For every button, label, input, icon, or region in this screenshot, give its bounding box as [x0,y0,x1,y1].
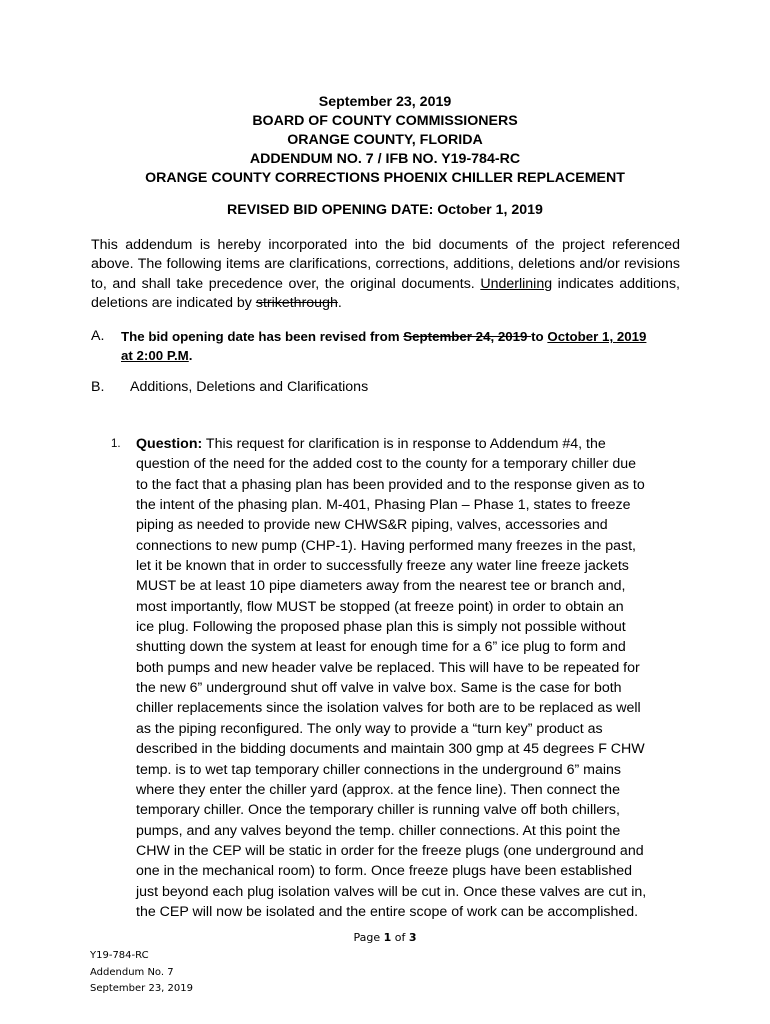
revised-bid-date: REVISED BID OPENING DATE: October 1, 2019 [227,202,543,218]
question-1-line: temporary chiller. Once the temporary chiller is running valve off both chillers, [136,802,620,819]
question-1-line: MUST be at least 10 pipe diameters away from the nearest tee or branch and, [136,578,626,595]
question-1-line: question of the need for the added cost to the county for a temporary chiller due [136,456,637,473]
section-a-text-1: The bid opening date has been revised from [121,329,404,344]
header-county: ORANGE COUNTY, FLORIDA [287,132,483,148]
section-a-text-2: to [531,329,548,344]
section-a-new-time: at 2:00 P.M [121,348,189,363]
intro-paragraph [91,236,680,314]
section-a-struck-date: September 24, 2019 [403,329,532,344]
question-1-line: the CEP will now be isolated and the entire scope of work can be accomplished. [136,903,639,920]
question-1-line: CHW in the CEP will be static in order for the freeze plugs (one underground and [136,842,644,859]
page-total: 3 [408,931,417,944]
document-header [0,93,770,188]
question-1-line: connections to new pump (CHP-1). Having performed many freezes in the past, [136,537,636,554]
question-1-line: the new 6” underground shut off valve in valve box. Same is the case for both [136,680,622,697]
footer-info [90,948,193,998]
footer-doc-id: Y19-784-RC [90,950,149,961]
question-1-line: as the piping reconfigured. The only way to provide a “turn key” product as [136,720,603,737]
intro-underlining: Underlining [480,275,553,292]
question-1-line: just beyond each plug isolation valves will be cut in. Once these valves are cut in, [136,883,647,900]
intro-text-1: This addendum is hereby incorporated into the bid documents of the project referenced above. The following items are clarifications, corrections, additions, deletions and/or revisions to, and shall take precedence over, the original documents. [91,237,680,292]
question-1-line: one in the mechanical room) to form. Once freeze plugs have been established [136,863,633,880]
question-1-line: the intent of the phasing plan. M-401, Phasing Plan – Phase 1, states to freeze [136,497,631,514]
header-project: ORANGE COUNTY CORRECTIONS PHOENIX CHILLER REPLACEMENT [145,170,625,186]
question-1-line: where they enter the chiller yard (approx. at the fence line). Then connect the [136,781,620,798]
intro-text-2: indicates additions, deletions are indicated by [91,275,680,312]
question-1-number: 1. [111,438,121,450]
section-b-label: B. [91,379,105,395]
question-1-line: both pumps and new header valve be replaced. This will have to be repeated for [136,659,640,676]
question-1-line: chiller replacements since the isolation valves for both are to be replaced as well [136,700,641,717]
question-1-line: most importantly, flow MUST be stopped (at freeze point) in order to obtain an [136,598,624,615]
question-label: Question: [136,436,203,452]
section-b [91,378,681,397]
question-1-line: shutting down the system at least for enough time for a 6” ice plug to form and [136,639,626,656]
question-1-line: ice plug. Following the proposed phase plan this is simply not possible without [136,619,626,636]
section-a-text-3: . [188,348,193,363]
section-a [91,327,681,365]
question-1-line: pumps, and any valves beyond the temp. chiller connections. At this point the [136,822,621,839]
question-1-text [136,434,691,922]
question-1-line: Question: This request for clarification is in response to Addendum #4, the [136,436,606,452]
question-1-line: piping as needed to provide new CHWS&R piping, valves, accessories and [136,517,608,534]
header-addendum: ADDENDUM NO. 7 / IFB NO. Y19-784-RC [249,151,521,167]
intro-text-3: . [337,295,342,312]
question-1-line: let it be known that in order to successfully freeze any water line freeze jackets [136,558,629,575]
section-a-new-date: October 1, 2019 [547,329,647,344]
question-1-line: temp. is to wet tap temporary chiller connections in the underground 6” mains [136,761,621,778]
footer-date: September 23, 2019 [90,983,193,994]
header-board: BOARD OF COUNTY COMMISSIONERS [252,113,518,129]
section-b-title: Additions, Deletions and Clarifications [130,379,369,395]
intro-strikethrough: strikethrough [255,295,338,312]
question-1-line: described in the bidding documents and maintain 300 gmp at 45 degrees F CHW [136,741,645,758]
header-date: September 23, 2019 [318,94,452,110]
section-a-label: A. [91,328,105,344]
section-a-body [121,327,681,365]
page-current: 1 [383,931,392,944]
footer-addendum: Addendum No. 7 [90,966,174,978]
page-number: Page 1 of 3 [353,931,417,944]
question-1-line: to the fact that a phasing plan has been provided and to the response given as to [136,476,645,493]
